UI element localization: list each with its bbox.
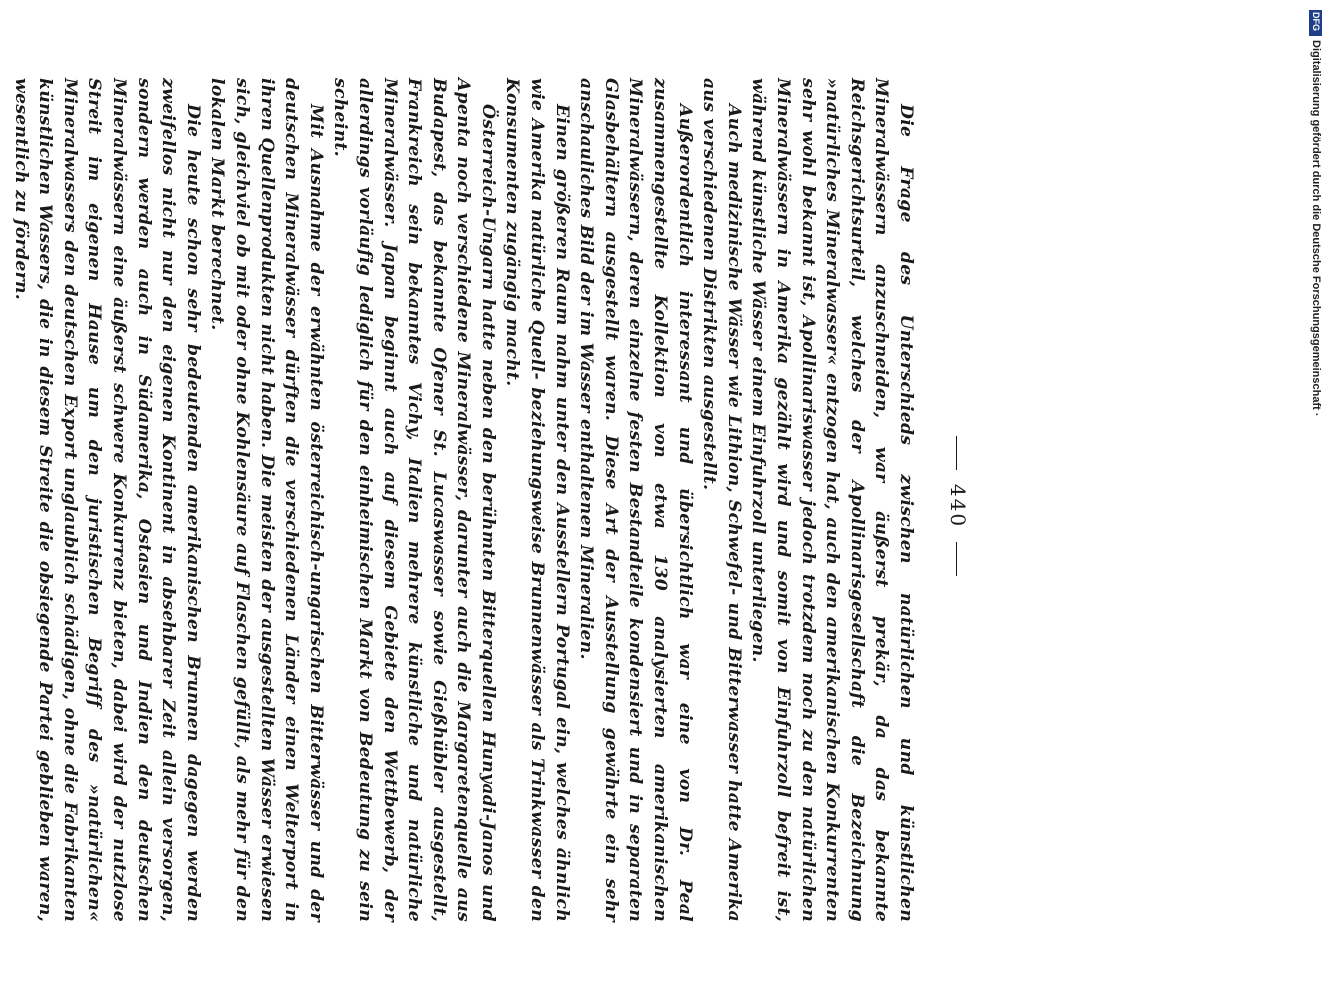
- paragraph-6: Mit Ausnahme der erwähnten österreichisch-ungarischen Bitterwässer und der deutschen Mineralwässer dürften die verschiedenen Länder einen Welterport in ihren Quellenprodukten nicht haben. Die meisten der ausgestellten Wässer erwiesen sich, gleichviel ob mit oder ohne Kohlensäure auf Flaschen gefüllt, als mehr für den lokalen Markt berechnet.: [207, 78, 326, 922]
- dfg-logo-text: DFG: [1311, 12, 1321, 31]
- paragraph-3: Außerordentlich interessant und übersichtlich war eine von Dr. Peal zusammengestellte Kollektion von etwa 130 analysierten amerikanischen Mineralwässern, deren einzelne festen Bestandteile kondensiert und in separaten Glasbehältern ausgestellt waren. Diese Art der Ausstellung gewährte ein sehr anschauliches Bild der im Wasser enthaltenen Mineralien.: [576, 78, 695, 922]
- page-number-dash-left: [956, 436, 957, 470]
- dfg-logo: [1309, 10, 1322, 36]
- rotated-page: [10, 76, 988, 936]
- digitization-credit: [1308, 10, 1324, 417]
- page-header: [918, 76, 988, 936]
- paragraph-2: Auch medizinische Wässer wie Lithion, Schwefel- und Bitterwasser hatte Amerika aus verschiedenen Distrikten ausgestellt.: [699, 78, 744, 922]
- paragraph-1: Die Frage des Unterschieds zwischen natürlichen und künstlichen Mineralwässern anzuschneiden, war äußerst prekär, da das bekannte Reichsgerichtsurteil, welches der Apollinarisgesellschaft die Bezeichnung »natürliches Mineralwasser« entzogen hat, auch den amerikanischen Konkurrenten sehr wohl bekannt ist, Apollinariswasser jedoch trotzdem noch zu den natürlichen Mineralwässern in Amerika gezählt wird und somit von Einfuhrzoll befreit ist, während künstliche Wässer einem Einfuhrzoll unterliegen.: [748, 78, 916, 922]
- paragraph-4: Einen größeren Raum nahm unter den Ausstellern Portugal ein, welches ähnlich wie Amerika natürliche Quell- beziehungsweise Brunnenwässer als Trinkwasser den Konsumenten zugängig macht.: [502, 78, 572, 922]
- paragraph-7: Die heute schon sehr bedeutenden amerikanischen Brunnen dagegen werden zweifellos nicht nur den eigenen Kontinent in absehbarer Zeit allein versorgen, sondern werden auch in Südamerika, Ostasien und Indien den deutschen Mineralwässern eine äußerst schwere Konkurrenz bieten, dabei wird der nutzlose Streit im eigenen Hause um den juristischen Begriff des »natürlichen« Mineralwassers den deutschen Export unglaublich schädigen, ohne die Fabrikanten künstlichen Wassers, die in diesem Streite die obsiegende Partei geblieben waren, wesentlich zu fördern.: [10, 78, 203, 922]
- body-text: [8, 76, 918, 936]
- credit-text: Digitalisierung gefördert durch die Deutsche Forschungsgemeinschaft ·: [1310, 40, 1322, 417]
- page-number-value: 440: [946, 483, 970, 529]
- paragraph-5: Österreich-Ungarn hatte neben den berühmten Bitterquellen Hunyadi-Janos und Apenta noch verschiedene Mineralwässer, darunter auch die Margaretenquelle aus Budapest, das bekannte Ofener St. Lucaswasser sowie Gießhübler ausgestellt, Frankreich sein bekanntes Vichy, Italien mehrere künstliche und natürliche Mineralwässer. Japan beginnt auch auf diesem Gebiete den Wettbewerb, der allerdings vorläufig lediglich für den einheimischen Markt von Bedeutung zu sein scheint.: [330, 78, 498, 922]
- page-number: [946, 76, 970, 936]
- page-number-dash-right: [956, 542, 957, 576]
